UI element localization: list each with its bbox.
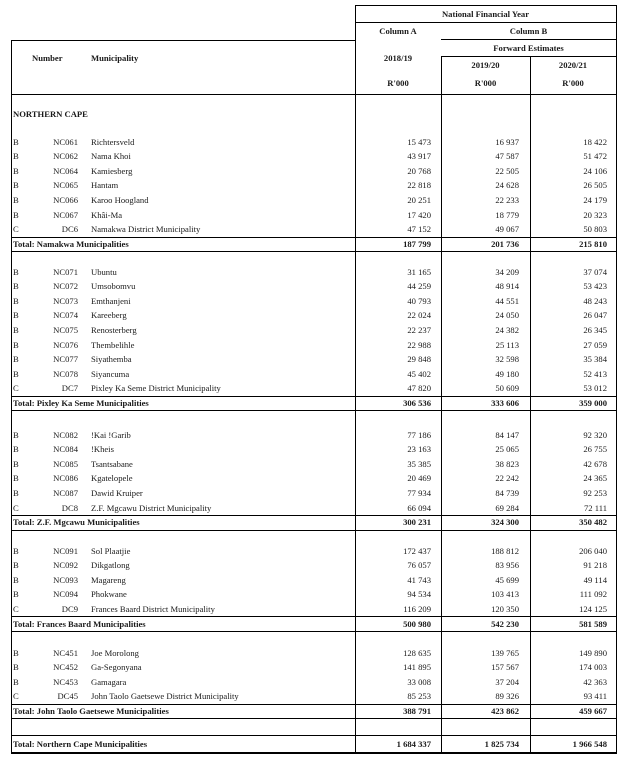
group-total-top-line [11, 616, 617, 617]
row-code: NC073 [53, 295, 78, 306]
row-value-2018: 41 743 [407, 574, 431, 585]
row-municipality: Siyancuma [91, 368, 130, 379]
row-municipality: Namakwa District Municipality [91, 224, 201, 235]
row-value-2020: 49 114 [583, 574, 607, 585]
header-bottom-line [11, 94, 617, 95]
row-municipality: Pixley Ka Seme District Municipality [91, 383, 221, 394]
row-value-2018: 23 163 [407, 444, 431, 455]
row-code: NC065 [53, 180, 78, 191]
row-value-2020: 26 047 [583, 310, 607, 321]
row-category: B [13, 473, 19, 484]
row-code: NC067 [53, 209, 78, 220]
group-total-2018: 187 799 [403, 238, 431, 249]
row-category: B [13, 368, 19, 379]
row-value-2020: 93 411 [583, 691, 607, 702]
group-total-2020: 459 667 [579, 705, 607, 716]
row-code: NC075 [53, 324, 78, 335]
row-category: B [13, 444, 19, 455]
group-total-2019: 542 230 [491, 618, 519, 629]
row-municipality: Gamagara [91, 676, 127, 687]
row-municipality: Ubuntu [91, 266, 117, 277]
row-value-2018: 31 165 [407, 266, 431, 277]
group-total-top-line [11, 704, 617, 705]
header-unit-b1: R'000 [474, 77, 497, 88]
grand-total-top-line [11, 735, 617, 736]
group-total-2020: 350 482 [579, 517, 607, 528]
grand-total-2019: 1 825 734 [484, 738, 519, 749]
row-value-2018: 85 253 [407, 691, 431, 702]
row-value-2020: 92 253 [583, 487, 607, 498]
row-value-2018: 77 934 [407, 487, 431, 498]
group-total-2020: 581 589 [579, 618, 607, 629]
row-value-2019: 44 551 [495, 295, 519, 306]
row-value-2018: 20 768 [407, 165, 431, 176]
row-value-2020: 72 111 [584, 502, 607, 513]
header-forward-estimates: Forward Estimates [493, 42, 564, 53]
row-municipality: Dawid Kruiper [91, 487, 143, 498]
row-category: B [13, 209, 19, 220]
row-category: C [13, 224, 19, 235]
row-value-2018: 20 469 [407, 473, 431, 484]
row-value-2018: 22 024 [407, 310, 431, 321]
row-value-2019: 22 242 [495, 473, 519, 484]
row-code: NC094 [53, 589, 78, 600]
row-value-2018: 35 385 [407, 458, 431, 469]
row-value-2018: 40 793 [407, 295, 431, 306]
row-category: B [13, 281, 19, 292]
row-value-2018: 33 008 [407, 676, 431, 687]
row-value-2019: 120 350 [491, 603, 519, 614]
row-code: NC087 [53, 487, 78, 498]
row-category: B [13, 295, 19, 306]
row-code: DC45 [57, 691, 78, 702]
row-value-2018: 47 820 [407, 383, 431, 394]
row-value-2020: 37 074 [583, 266, 607, 277]
row-municipality: Khâi-Ma [91, 209, 123, 220]
header-unit-a: R'000 [387, 77, 409, 88]
group-total-label: Total: Pixley Ka Seme Municipalities [13, 397, 149, 408]
row-value-2019: 37 204 [495, 676, 519, 687]
row-category: B [13, 574, 19, 585]
row-value-2018: 76 057 [407, 560, 431, 571]
row-category: B [13, 487, 19, 498]
row-category: B [13, 676, 19, 687]
row-municipality: !Kai !Garib [91, 429, 131, 440]
row-value-2020: 111 092 [579, 589, 607, 600]
row-category: C [13, 691, 19, 702]
row-value-2020: 26 505 [583, 180, 607, 191]
group-total-2018: 300 231 [403, 517, 431, 528]
row-municipality: Kareeberg [91, 310, 127, 321]
row-value-2020: 92 320 [583, 429, 607, 440]
row-value-2020: 42 363 [583, 676, 607, 687]
row-code: NC077 [53, 354, 78, 365]
header-nfy: National Financial Year [441, 8, 530, 19]
grand-total-label: Total: Northern Cape Municipalities [13, 738, 148, 749]
row-category: B [13, 647, 19, 658]
group-total-2019: 324 300 [491, 517, 519, 528]
row-value-2018: 15 473 [407, 136, 431, 147]
group-total-label: Total: Frances Baard Municipalities [13, 618, 146, 629]
row-value-2018: 17 420 [407, 209, 431, 220]
row-value-2019: 45 699 [495, 574, 519, 585]
row-value-2019: 50 609 [495, 383, 519, 394]
row-municipality: Ga-Segonyana [91, 662, 142, 673]
group-total-2020: 215 810 [579, 238, 607, 249]
group-total-bottom-line [11, 631, 617, 632]
row-value-2018: 20 251 [407, 194, 431, 205]
row-value-2019: 84 147 [495, 429, 519, 440]
row-code: NC071 [53, 266, 78, 277]
row-value-2019: 22 233 [495, 194, 519, 205]
row-category: B [13, 324, 19, 335]
row-category: B [13, 589, 19, 600]
row-value-2020: 27 059 [583, 339, 607, 350]
row-municipality: Kgatelopele [91, 473, 133, 484]
header-municipality: Municipality [91, 52, 139, 63]
row-municipality: Emthanjeni [91, 295, 131, 306]
row-value-2019: 139 765 [491, 647, 519, 658]
group-total-2019: 333 606 [491, 397, 519, 408]
grand-total-2018: 1 684 337 [396, 738, 431, 749]
row-value-2020: 206 040 [579, 545, 607, 556]
row-value-2020: 50 803 [583, 224, 607, 235]
row-municipality: Richtersveld [91, 136, 135, 147]
row-code: NC066 [53, 194, 78, 205]
row-code: NC082 [53, 429, 78, 440]
row-code: NC084 [53, 444, 78, 455]
row-category: B [13, 165, 19, 176]
row-value-2018: 77 186 [407, 429, 431, 440]
row-value-2018: 44 259 [407, 281, 431, 292]
province-heading: NORTHERN CAPE [13, 108, 88, 119]
row-category: B [13, 458, 19, 469]
row-code: NC076 [53, 339, 78, 350]
row-category: B [13, 266, 19, 277]
row-value-2019: 69 284 [495, 502, 519, 513]
row-category: B [13, 151, 19, 162]
row-municipality: !Kheis [91, 444, 114, 455]
row-code: NC452 [53, 662, 78, 673]
row-value-2019: 34 209 [495, 266, 519, 277]
row-category: B [13, 136, 19, 147]
row-code: NC091 [53, 545, 78, 556]
row-municipality: Renosterberg [91, 324, 137, 335]
row-value-2020: 52 413 [583, 368, 607, 379]
row-municipality: Tsantsabane [91, 458, 133, 469]
grand-total-2020: 1 966 548 [572, 738, 607, 749]
group-total-top-line [11, 396, 617, 397]
row-value-2019: 89 326 [495, 691, 519, 702]
row-municipality: Phokwane [91, 589, 127, 600]
row-value-2018: 29 848 [407, 354, 431, 365]
row-value-2020: 53 423 [583, 281, 607, 292]
row-municipality: John Taolo Gaetsewe District Municipality [91, 691, 239, 702]
row-category: B [13, 429, 19, 440]
row-category: B [13, 180, 19, 191]
row-value-2020: 20 323 [583, 209, 607, 220]
row-value-2020: 51 472 [583, 151, 607, 162]
row-code: DC6 [61, 224, 78, 235]
row-value-2018: 22 988 [407, 339, 431, 350]
row-value-2020: 48 243 [583, 295, 607, 306]
nfy-underline [355, 22, 617, 23]
row-value-2018: 22 818 [407, 180, 431, 191]
row-value-2020: 18 422 [583, 136, 607, 147]
group-total-bottom-line [11, 251, 617, 252]
header-number: Number [32, 52, 63, 63]
group-total-bottom-line [11, 718, 617, 719]
column-b-underline [441, 39, 617, 40]
row-municipality: Karoo Hoogland [91, 194, 149, 205]
row-value-2018: 22 237 [407, 324, 431, 335]
row-value-2020: 42 678 [583, 458, 607, 469]
row-municipality: Joe Morolong [91, 647, 139, 658]
row-category: C [13, 603, 19, 614]
row-code: NC453 [53, 676, 78, 687]
group-total-2018: 500 980 [403, 618, 431, 629]
group-total-label: Total: Namakwa Municipalities [13, 238, 129, 249]
header-year-2020: 2020/21 [558, 59, 588, 70]
row-value-2019: 83 956 [495, 560, 519, 571]
row-code: DC8 [61, 502, 78, 513]
row-code: NC451 [53, 647, 78, 658]
row-code: NC086 [53, 473, 78, 484]
row-category: C [13, 502, 19, 513]
row-code: DC7 [61, 383, 78, 394]
row-code: NC093 [53, 574, 78, 585]
row-code: NC061 [53, 136, 78, 147]
row-value-2019: 16 937 [495, 136, 519, 147]
row-code: NC064 [53, 165, 78, 176]
row-value-2019: 25 065 [495, 444, 519, 455]
group-total-2019: 201 736 [491, 238, 519, 249]
row-municipality: Frances Baard District Municipality [91, 603, 215, 614]
row-value-2019: 48 914 [495, 281, 519, 292]
row-municipality: Umsobomvu [91, 281, 136, 292]
row-category: B [13, 310, 19, 321]
row-category: B [13, 545, 19, 556]
row-value-2019: 24 382 [495, 324, 519, 335]
row-value-2019: 84 739 [495, 487, 519, 498]
row-value-2019: 22 505 [495, 165, 519, 176]
row-value-2019: 47 587 [495, 151, 519, 162]
group-total-2018: 306 536 [403, 397, 431, 408]
header-year-2019: 2019/20 [471, 59, 500, 70]
row-value-2019: 25 113 [495, 339, 519, 350]
grand-total-bottom-line [11, 752, 617, 754]
group-total-2019: 423 862 [491, 705, 519, 716]
row-municipality: Magareng [91, 574, 126, 585]
group-total-2018: 388 791 [403, 705, 431, 716]
row-value-2018: 94 534 [407, 589, 431, 600]
row-value-2018: 128 635 [403, 647, 431, 658]
row-municipality: Thembelihle [91, 339, 135, 350]
row-value-2020: 53 012 [583, 383, 607, 394]
row-value-2020: 24 365 [583, 473, 607, 484]
group-total-bottom-line [11, 410, 617, 411]
header-top-line [355, 5, 617, 6]
row-value-2018: 116 209 [403, 603, 431, 614]
group-total-bottom-line [11, 530, 617, 531]
row-value-2019: 188 812 [491, 545, 519, 556]
row-value-2020: 91 218 [583, 560, 607, 571]
group-total-label: Total: Z.F. Mgcawu Municipalities [13, 517, 140, 528]
group-total-top-line [11, 515, 617, 516]
row-category: C [13, 383, 19, 394]
row-value-2020: 24 106 [583, 165, 607, 176]
row-code: NC092 [53, 560, 78, 571]
row-municipality: Sol Plaatjie [91, 545, 131, 556]
row-category: B [13, 339, 19, 350]
row-code: NC078 [53, 368, 78, 379]
row-value-2020: 124 125 [579, 603, 607, 614]
row-category: B [13, 354, 19, 365]
row-code: NC072 [53, 281, 78, 292]
row-code: NC085 [53, 458, 78, 469]
table-right-border [616, 5, 617, 754]
row-value-2020: 149 890 [579, 647, 607, 658]
row-value-2020: 26 345 [583, 324, 607, 335]
row-code: NC074 [53, 310, 78, 321]
row-value-2020: 26 755 [583, 444, 607, 455]
row-municipality: Nama Khoi [91, 151, 131, 162]
row-value-2020: 174 003 [579, 662, 607, 673]
row-municipality: Hantam [91, 180, 119, 191]
header-left-top-line [11, 40, 355, 41]
row-code: DC9 [61, 603, 78, 614]
row-value-2018: 172 437 [403, 545, 431, 556]
header-year-2018: 2018/19 [383, 52, 413, 63]
header-column-b: Column B [509, 25, 548, 36]
row-municipality: Dikgatlong [91, 560, 130, 571]
row-municipality: Siyathemba [91, 354, 132, 365]
row-municipality: Kamiesberg [91, 165, 133, 176]
row-category: B [13, 662, 19, 673]
row-value-2018: 47 152 [407, 224, 431, 235]
row-value-2019: 18 779 [495, 209, 519, 220]
row-value-2019: 32 598 [495, 354, 519, 365]
row-value-2018: 45 402 [407, 368, 431, 379]
group-total-label: Total: John Taolo Gaetsewe Municipalities [13, 705, 169, 716]
row-value-2018: 141 895 [403, 662, 431, 673]
row-municipality: Z.F. Mgcawu District Municipality [91, 502, 212, 513]
row-value-2019: 49 180 [495, 368, 519, 379]
row-value-2019: 38 823 [495, 458, 519, 469]
row-value-2019: 49 067 [495, 224, 519, 235]
row-value-2018: 66 094 [407, 502, 431, 513]
row-value-2020: 35 384 [583, 354, 607, 365]
group-total-2020: 359 000 [579, 397, 607, 408]
header-unit-b2: R'000 [562, 77, 584, 88]
row-value-2019: 24 050 [495, 310, 519, 321]
row-value-2019: 103 413 [491, 589, 519, 600]
row-value-2018: 43 917 [407, 151, 431, 162]
header-column-a: Column A [379, 25, 417, 36]
row-category: B [13, 560, 19, 571]
row-value-2020: 24 179 [583, 194, 607, 205]
row-value-2019: 24 628 [495, 180, 519, 191]
row-value-2019: 157 567 [491, 662, 519, 673]
row-code: NC062 [53, 151, 78, 162]
row-category: B [13, 194, 19, 205]
